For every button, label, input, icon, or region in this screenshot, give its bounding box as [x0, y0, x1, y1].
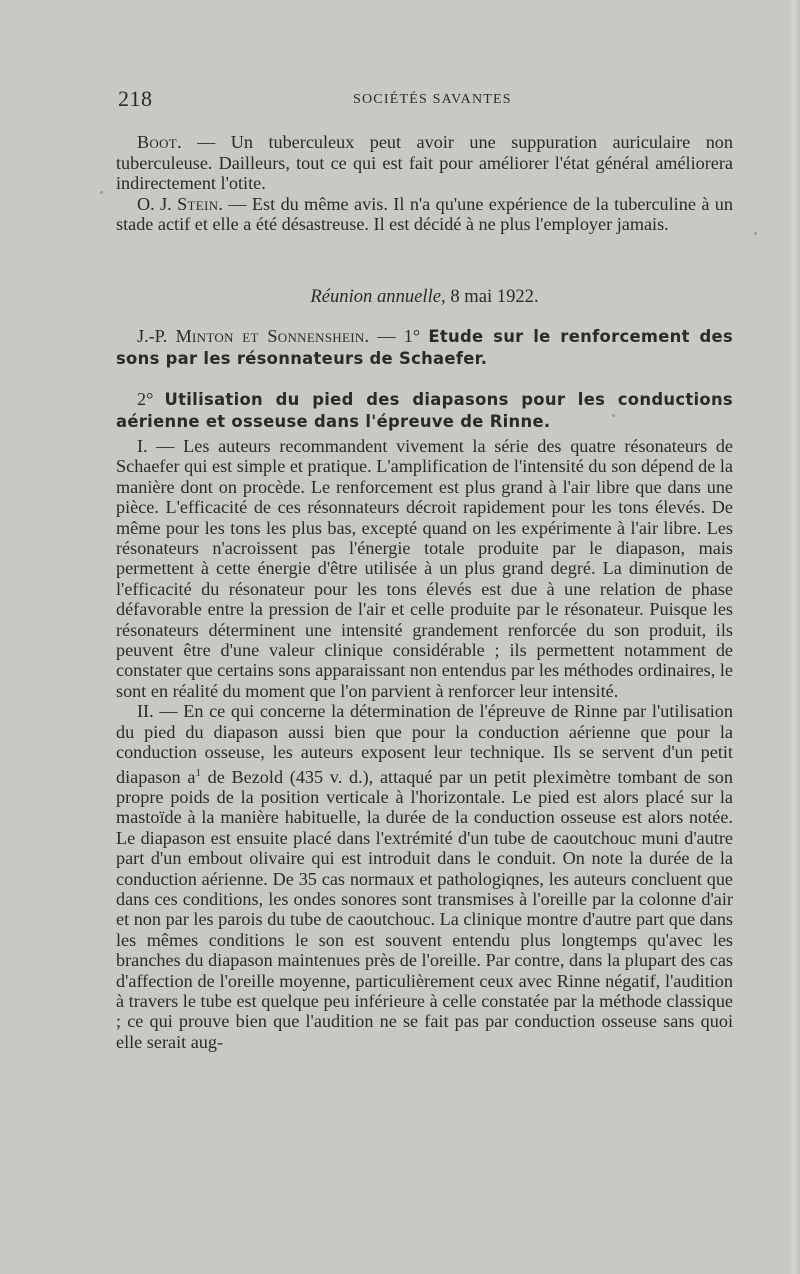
authors-prefix: J.-P.: [137, 326, 176, 346]
body-paragraph-1: I. — Les auteurs recommandent vivement la série des quatre résonateurs de Schaefer qui est simple et pratique. L'amplification de l'intensité du son dépend de la manière dont on procède. Le renforcement est plus grand à l'air libre que dans une pièce. L'efficacité de ces résonnateurs décroit rapidement pour les tons élevés. De même pour les tons les plus bas, excepté quand on les expérimente à l'air libre. Les résonateurs n'acroissent pas l'énergie totale produite par le diapason, mais permettent à cette énergie d'être utilisée à un plus grand degré. La diminution de l'efficacité du résonateur pour les tons élevés est due à une relation de phase défavorable entre la pression de l'air et celle produite par le résonateur. Puisque les résonateurs déterminent une intensité grandement renforcée du son produit, ils peuvent être d'une valeur clinique considérable ; ils permettent notamment de constater que certains sons apparaissant non entendus par les méthodes ordinaires, le sont en réalité du moment que l'on parvient à renforcer leur intensité.: [116, 436, 733, 701]
communication-title-1: [116, 326, 733, 369]
title-number-1: . — 1°: [364, 326, 429, 346]
body-paragraph-2-start: II. — En ce qui concerne la détermination de l'épreuve de Rinne par l'utilisation du pied du diapason aussi bien que pour la conduction aérienne que pour la conduction osseuse, les auteurs exposent leur technique. Ils se servent d'un petit diapason a: [116, 701, 733, 787]
page-number: 218: [118, 86, 153, 111]
communication-title-2: [116, 389, 733, 432]
body-paragraph-2: [116, 701, 733, 1052]
discussion-block: [116, 132, 733, 235]
communication-heading: [116, 326, 733, 369]
speaker-name: Stein: [177, 193, 219, 214]
meeting-date: , 8 mai 1922.: [441, 286, 539, 307]
scan-blemish: [612, 414, 615, 417]
author-conjunction: et: [233, 326, 268, 346]
superscript-note: 1: [195, 766, 201, 779]
meeting-title: Réunion annuelle: [310, 286, 442, 307]
scan-blemish: [100, 191, 103, 194]
speaker-initials: O. J.: [137, 193, 178, 214]
stein-text: . — Est du même avis. Il n'a qu'une expérience de la tuberculine à un stade actif et elle a été désastreuse. Il est décidé à ne plus l'employer jamais.: [116, 193, 733, 234]
title-1: Etude sur le renforcement des sons par les résonnateurs de Schaefer.: [116, 327, 733, 368]
author-sonnenshein: Sonnenshein: [267, 326, 365, 346]
article-body: [116, 436, 733, 1052]
title-2: Utilisation du pied des diapasons pour les conductions aérienne et osseuse dans l'épreuve de Rinne.: [116, 390, 733, 431]
meeting-heading: [116, 286, 733, 308]
title-number-2: 2°: [137, 389, 165, 409]
page-edge-shadow: [790, 0, 800, 1274]
body-paragraph-2-end: de Bezold (435 v. d.), attaqué par un petit pleximètre tombant de son propre poids de la position verticale à l'horizontale. Le pied est alors placé sur la mastoïde à la manière habituelle, la durée de la conduction osseuse est alors notée. Le diapason est ensuite placé dans l'extrémité d'un tube de caoutchouc muni d'autre part d'un embout olivaire qui est introduit dans le conduit. On note la durée de la conduction aérienne. De 35 cas normaux et pathologiqnes, les auteurs concluent que dans ces conditions, les ondes sonores sont transmises à l'oreille par la colonne d'air et non par les parois du tube de caoutchouc. La clinique montre d'autre part que dans les mêmes conditions le son est souvent entendu plus longtemps qu'avec les branches du diapason maintenues près de l'oreille. Par contre, dans la plupart des cas d'affection de l'oreille moyenne, particulièrement ceux avec Rinne négatif, l'audition à travers le tube est quelque peu inférieure à celle constatée par la méthode classique ; ce qui prouve bien que l'audition ne se fait pas par conduction osseuse sans quoi elle serait aug-: [116, 766, 733, 1052]
boot-text: . — Un tuberculeux peut avoir une suppuration auriculaire non tuberculeuse. Dailleurs, tout ce qui est fait pour améliorer l'état général améliorera indirectement l'otite.: [116, 132, 733, 193]
scan-blemish: [754, 232, 757, 235]
running-head: SOCIÉTÉS SAVANTES: [353, 92, 512, 107]
page-header: [118, 86, 735, 116]
boot-paragraph: [116, 132, 733, 194]
speaker-name: Boot: [137, 132, 178, 152]
communication-heading-2: [116, 389, 733, 432]
stein-paragraph: [116, 194, 733, 235]
author-minton: Minton: [175, 326, 234, 346]
